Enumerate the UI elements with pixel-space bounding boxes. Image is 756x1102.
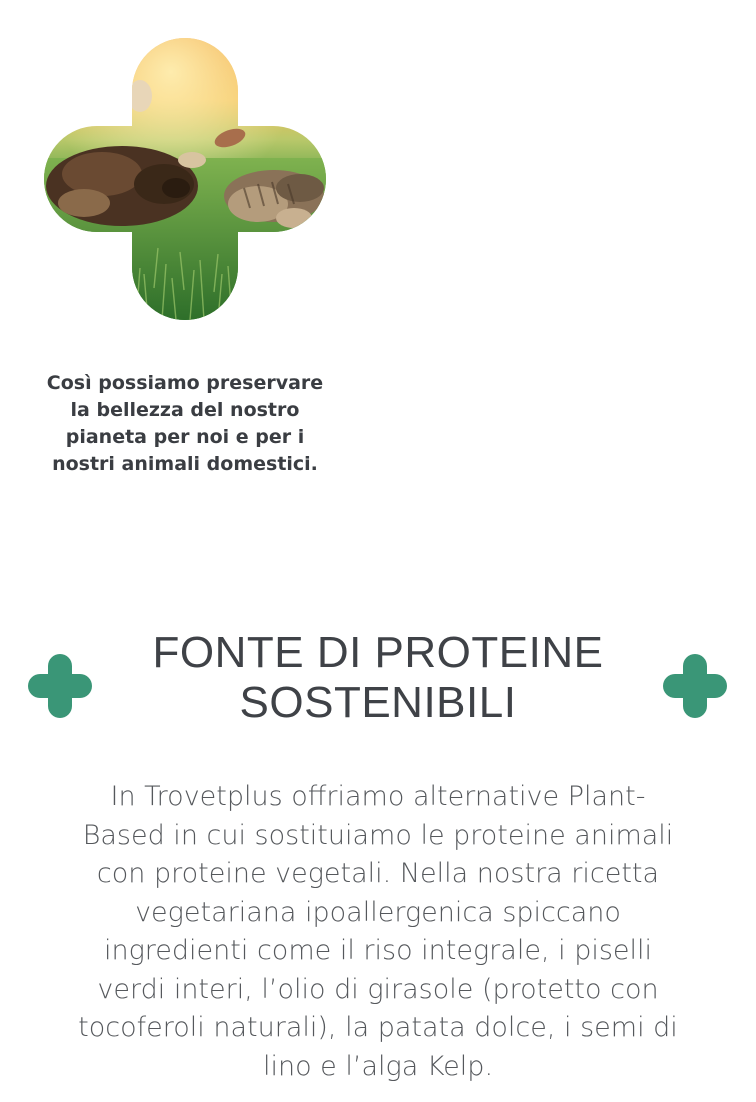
section-title-line: SOSTENIBILI (239, 678, 517, 727)
body-line: con proteine vegetali. Nella nostra ricetta (96, 858, 660, 889)
body-line: In Trovetplus offriamo alternative Plant- (110, 781, 646, 812)
caption-text (20, 370, 350, 478)
plus-icon (661, 652, 729, 720)
section-body-text (24, 778, 732, 1086)
caption-line: la bellezza del nostro (70, 399, 300, 421)
caption-line: pianeta per noi e per i (65, 426, 305, 448)
body-line: ingredienti come il riso integrale, i piselli (103, 935, 653, 966)
dog-and-cat-photo (44, 38, 326, 320)
section-header (0, 628, 756, 738)
body-line: lino e l’alga Kelp. (262, 1050, 494, 1082)
hero-image-cross (44, 38, 326, 320)
section-title-line: FONTE DI PROTEINE (152, 628, 604, 677)
caption-line: nostri animali domestici. (52, 453, 318, 475)
caption-line: Così possiamo preservare (46, 372, 324, 394)
body-line: vegetariana ipoallergenica spiccano (135, 896, 621, 928)
plus-icon (26, 652, 94, 720)
section-title (110, 628, 646, 728)
body-line: verdi interi, l’olio di girasole (protetto con (97, 973, 659, 1005)
body-line: Based in cui sostituiamo le proteine animali (82, 819, 674, 851)
body-line: tocoferoli naturali), la patata dolce, i semi di (78, 1012, 678, 1043)
